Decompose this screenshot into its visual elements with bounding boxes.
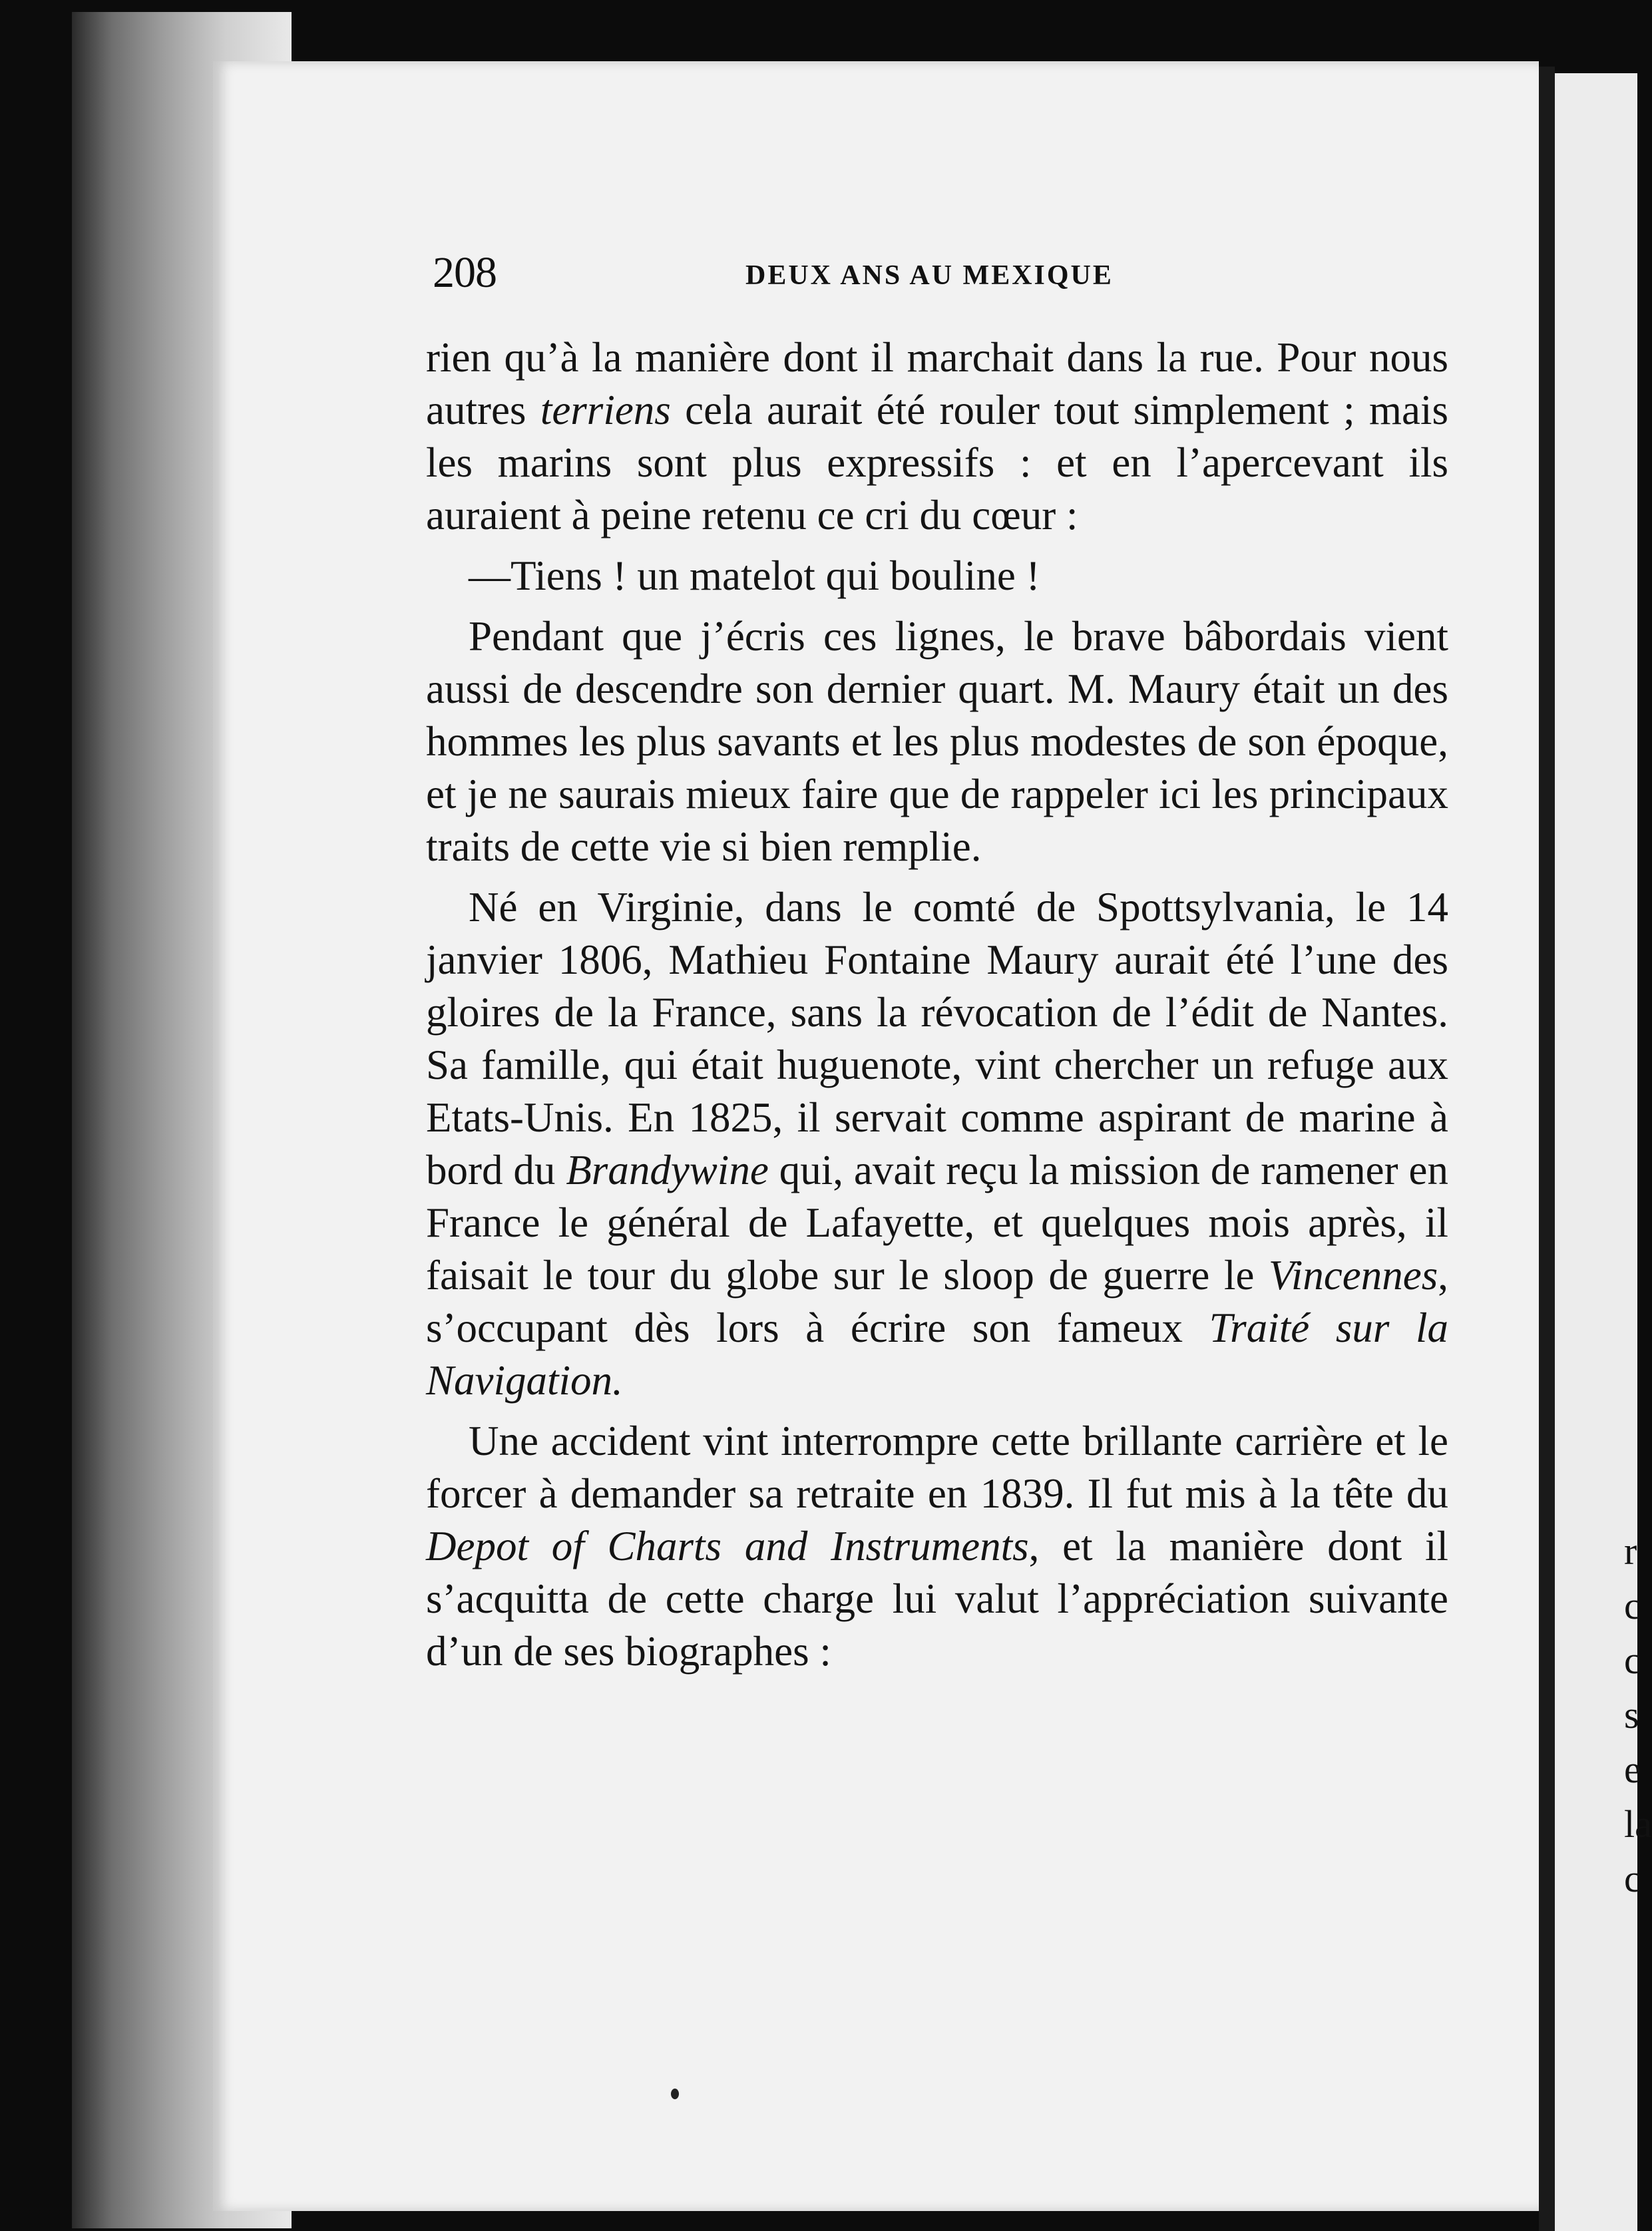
body-text <box>426 331 1448 1686</box>
text-run: cela aurait été rouler tout simplement ; mais les marins sont plus expressifs : et en l’apercevant ils auraient à peine retenu ce cri du cœur : <box>426 387 1448 538</box>
text-run: rien qu’à la manière dont il marchait dans la rue. Pour nous autres <box>426 334 1448 433</box>
italic-phrase: Depot of Charts and Instruments <box>426 1523 1029 1569</box>
text-run: Né en Virginie, dans le comté de Spottsylvania, le 14 janvier 1806, Mathieu Fontaine Maury aurait été l’une des gloires de la France, sans la révocation de l’édit de Nantes. Sa famille, qui était huguenote, vint chercher un refuge aux Etats-Unis. En 1825, il servait comme aspirant de marine à bord du <box>426 884 1448 1193</box>
running-title: DEUX ANS AU MEXIQUE <box>745 260 1114 291</box>
italic-phrase: Traité sur la Navigation. <box>426 1305 1448 1404</box>
facing-letter: la <box>1624 1802 1652 1846</box>
italic-phrase: Brandywine <box>566 1147 769 1193</box>
facing-letter: c <box>1624 1857 1641 1900</box>
italic-phrase: Vincennes <box>1269 1252 1438 1299</box>
facing-letter: c <box>1624 1584 1641 1627</box>
text-run: —Tiens ! un matelot qui bouline ! <box>469 552 1040 599</box>
text-run: , s’occupant dès lors à écrire son fameux <box>426 1252 1448 1351</box>
text-run: , et la manière dont il s’acquitta de cette charge lui valut l’appréciation suivante d’un de ses biographes : <box>426 1523 1448 1675</box>
page-gutter-shadow <box>1539 67 1555 2231</box>
italic-phrase: terriens <box>540 387 671 433</box>
facing-letter: r <box>1624 1529 1637 1573</box>
paragraph-continuation <box>426 331 1448 542</box>
text-run: Pendant que j’écris ces lignes, le brave bâbordais vient aussi de descendre son dernier quart. M. Maury était un des hommes les plus savants et les plus modestes de son époque, et je ne saurais mieux faire que de rappeler ici les principaux traits de cette vie si bien remplie. <box>426 613 1448 870</box>
text-run: Une accident vint interrompre cette brillante carrière et le forcer à demander sa retraite en 1839. Il fut mis à la tête du <box>426 1418 1448 1517</box>
page-header <box>433 248 1438 301</box>
paragraph <box>426 610 1448 873</box>
page-number: 208 <box>433 248 497 297</box>
facing-letter: c <box>1624 1639 1641 1682</box>
ink-dot <box>671 2089 679 2099</box>
facing-letter: e <box>1624 1748 1641 1791</box>
paragraph <box>426 881 1448 1407</box>
facing-page <box>1555 73 1637 2231</box>
paragraph-dialogue <box>426 550 1448 602</box>
facing-letter: s <box>1624 1693 1639 1736</box>
facing-page-text <box>1624 1524 1651 1906</box>
paragraph <box>426 1415 1448 1678</box>
text-run: qui, avait reçu la mission de ramener en France le général de Lafayette, et quelques mois après, il faisait le tour du globe sur le sloop de guerre le <box>426 1147 1449 1299</box>
